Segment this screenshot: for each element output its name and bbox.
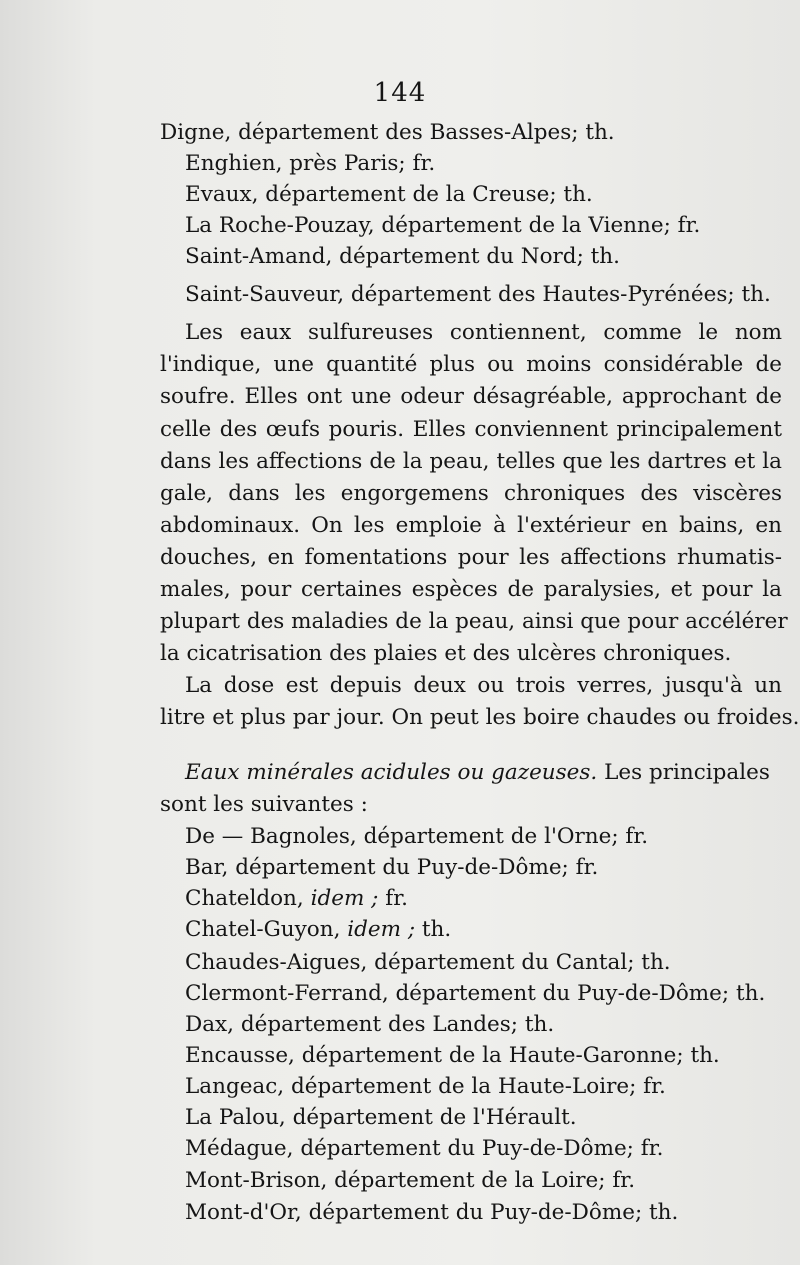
entry-line: Bar, département du Puy-de-Dôme; fr. bbox=[185, 855, 599, 880]
paragraph-line: celle des œufs pouris. Elles conviennent principalement bbox=[160, 417, 782, 442]
paragraph-line: la cicatrisation des plaies et des ulcères chroniques. bbox=[160, 641, 732, 666]
section-heading bbox=[185, 758, 770, 788]
entry-line: Encausse, département de la Haute-Garonne; th. bbox=[185, 1043, 720, 1068]
entry-line: La Palou, département de l'Hérault. bbox=[185, 1105, 577, 1130]
entry-line: Saint-Amand, département du Nord; th. bbox=[185, 244, 620, 269]
entry-line: Saint-Sauveur, département des Hautes-Pyrénées; th. bbox=[185, 282, 771, 307]
entry-idem: idem ; bbox=[310, 886, 379, 911]
paragraph-line: litre et plus par jour. On peut les boire chaudes ou froides. bbox=[160, 705, 800, 730]
section-heading-italic: Eaux minérales acidules ou gazeuses. bbox=[185, 760, 598, 785]
entry-line: Mont-Brison, département de la Loire; fr. bbox=[185, 1168, 636, 1193]
paragraph-line: soufre. Elles ont une odeur désagréable, approchant de bbox=[160, 384, 782, 409]
entry-line: Langeac, département de la Haute-Loire; fr. bbox=[185, 1074, 666, 1099]
entry-line: Mont-d'Or, département du Puy-de-Dôme; th. bbox=[185, 1200, 679, 1225]
entry-tail: th. bbox=[415, 917, 452, 942]
paragraph-line: Les eaux sulfureuses contiennent, comme le nom bbox=[185, 320, 782, 345]
paragraph-line: dans les affections de la peau, telles que les dartres et la bbox=[160, 449, 782, 474]
section-heading-line2: sont les suivantes : bbox=[160, 792, 368, 817]
paragraph-line: gale, dans les engorgemens chroniques des viscères bbox=[160, 481, 782, 506]
paragraph-line: abdominaux. On les emploie à l'extérieur en bains, en bbox=[160, 513, 782, 538]
entry-line: Dax, département des Landes; th. bbox=[185, 1012, 555, 1037]
entry-tail: fr. bbox=[378, 886, 408, 911]
paragraph-line: plupart des maladies de la peau, ainsi que pour accélérer bbox=[160, 609, 788, 634]
entry-name: Chateldon, bbox=[185, 886, 311, 911]
entry-line bbox=[185, 915, 451, 945]
entry-line: Chaudes-Aigues, département du Cantal; th. bbox=[185, 950, 671, 975]
entry-line: La Roche-Pouzay, département de la Vienne; fr. bbox=[185, 213, 701, 238]
paragraph-line: douches, en fomentations pour les affections rhumatis- bbox=[160, 545, 782, 570]
entry-line: Clermont-Ferrand, département du Puy-de-Dôme; th. bbox=[185, 981, 766, 1006]
entry-line: Enghien, près Paris; fr. bbox=[185, 151, 436, 176]
paragraph-line: l'indique, une quantité plus ou moins considérable de bbox=[160, 352, 782, 377]
entry-line: De — Bagnoles, département de l'Orne; fr. bbox=[185, 824, 649, 849]
page-number: 144 bbox=[373, 78, 427, 108]
paragraph-line: males, pour certaines espèces de paralysies, et pour la bbox=[160, 577, 782, 602]
entry-line: Médague, département du Puy-de-Dôme; fr. bbox=[185, 1136, 664, 1161]
entry-line bbox=[185, 884, 408, 914]
entry-line: Evaux, département de la Creuse; th. bbox=[185, 182, 593, 207]
entry-name: Chatel-Guyon, bbox=[185, 917, 348, 942]
entry-line: Digne, département des Basses-Alpes; th. bbox=[160, 120, 615, 145]
entry-idem: idem ; bbox=[347, 917, 416, 942]
paragraph-line: La dose est depuis deux ou trois verres, jusqu'à un bbox=[185, 673, 782, 698]
section-heading-rest: Les principales bbox=[597, 760, 770, 785]
